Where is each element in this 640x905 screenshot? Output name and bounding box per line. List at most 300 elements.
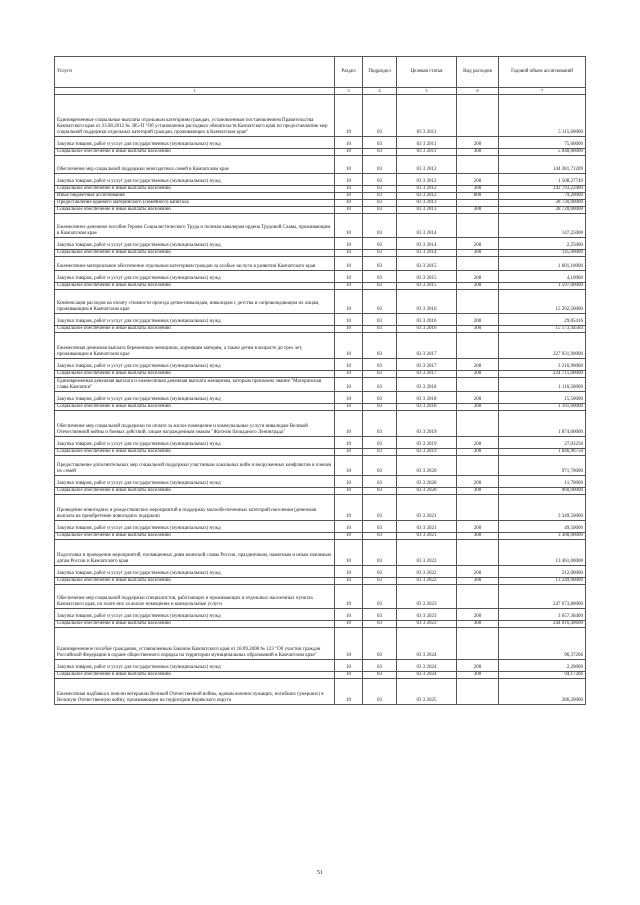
row-amount: 75,60000: [499, 137, 586, 149]
table-row: [55, 456, 586, 476]
row-amount: 224 715,00000: [499, 371, 586, 378]
row-amount: 3 657,30400: [499, 609, 586, 621]
row-name: Социальное обеспечение и иные выплаты населению: [55, 250, 335, 257]
row-section: 10: [335, 200, 363, 207]
table-row: [55, 495, 586, 521]
row-name: Обеспечение мер социальной поддержки специалистов, работающих и проживающих в отдельных населенных пунктах Камчатского края, по плате них за жилое помещение и коммунальные услуги: [55, 585, 335, 609]
row-section: 10: [335, 540, 363, 566]
table-row: [55, 290, 586, 314]
row-section: 10: [335, 283, 363, 290]
page-number: 51: [317, 870, 323, 876]
row-expense-type: [457, 257, 499, 271]
table-header-row: [55, 57, 586, 88]
row-subsection: 03: [363, 271, 397, 283]
table-row: [55, 200, 586, 207]
row-section: 10: [335, 495, 363, 521]
row-section: 10: [335, 186, 363, 193]
row-subsection: 03: [363, 672, 397, 679]
column-number: 3: [335, 88, 363, 95]
row-amount: 2,25000: [499, 238, 586, 250]
row-section: 10: [335, 95, 363, 137]
row-expense-type: 300: [457, 186, 499, 193]
table-row: [55, 585, 586, 609]
row-section: 10: [335, 609, 363, 621]
table-row: [55, 238, 586, 250]
row-expense-type: 200: [457, 271, 499, 283]
row-expense-type: 300: [457, 250, 499, 257]
table-row: [55, 621, 586, 628]
table-row: [55, 566, 586, 578]
header-annual-amount: Годовой объем ассигнований: [499, 57, 586, 88]
row-section: 10: [335, 314, 363, 326]
row-subsection: 03: [363, 359, 397, 371]
budget-table: [54, 56, 586, 705]
row-target-article: 03 3 2012: [397, 156, 457, 174]
row-subsection: 03: [363, 476, 397, 488]
row-amount: 1 116,50000: [499, 378, 586, 392]
row-amount: 247 673,80000: [499, 585, 586, 609]
row-subsection: 03: [363, 174, 397, 186]
row-expense-type: 200: [457, 174, 499, 186]
row-name: Социальное обеспечение и иные выплаты населению: [55, 207, 335, 214]
row-amount: 144 381,71209: [499, 156, 586, 174]
table-row: [55, 449, 586, 456]
row-name: Социальное обеспечение и иные выплаты населению: [55, 371, 335, 378]
column-number-row: [55, 88, 586, 95]
row-expense-type: 200: [457, 660, 499, 672]
row-target-article: 03 3 2017: [397, 359, 457, 371]
row-name: Социальное обеспечение и иные выплаты населению: [55, 578, 335, 585]
row-target-article: 03 3 2017: [397, 333, 457, 359]
row-name: Закупка товаров, работ и услуг для государственных (муниципальных) нужд: [55, 392, 335, 404]
table-row: [55, 476, 586, 488]
row-subsection: 03: [363, 149, 397, 156]
row-subsection: 03: [363, 566, 397, 578]
row-section: 10: [335, 449, 363, 456]
table-row: [55, 207, 586, 214]
table-row: [55, 488, 586, 495]
row-name: Ежемесячное материальное обеспечение отдельным категориям граждан за особые заслуги в развитии Камчатского края: [55, 257, 335, 271]
row-expense-type: [457, 378, 499, 392]
row-subsection: 03: [363, 660, 397, 672]
row-amount: 49,50000: [499, 521, 586, 533]
row-name: Проведение новогодних и рождественских мероприятий в поддержку малообеспеченных категорий населения (денежная выплата на приобретение новогодних подарков): [55, 495, 335, 521]
row-name: Закупка товаров, работ и услуг для государственных (муниципальных) нужд: [55, 566, 335, 578]
row-target-article: 03 3 2012: [397, 186, 457, 193]
row-amount: 1 597,00000: [499, 283, 586, 290]
row-target-article: 03 3 2022: [397, 540, 457, 566]
row-subsection: 03: [363, 392, 397, 404]
row-subsection: 03: [363, 621, 397, 628]
table-row: [55, 437, 586, 449]
row-subsection: 03: [363, 609, 397, 621]
row-section: 10: [335, 621, 363, 628]
row-target-article: 03 3 2022: [397, 578, 457, 585]
row-amount: 4,10000: [499, 271, 586, 283]
row-amount: 147,25000: [499, 214, 586, 238]
table-row: [55, 333, 586, 359]
row-amount: 1 874,00000: [499, 411, 586, 437]
row-name: Закупка товаров, работ и услуг для государственных (муниципальных) нужд: [55, 238, 335, 250]
row-subsection: 03: [363, 488, 397, 495]
row-expense-type: [457, 95, 499, 137]
row-name: Закупка товаров, работ и услуг для государственных (муниципальных) нужд: [55, 174, 335, 186]
row-subsection: 03: [363, 585, 397, 609]
table-row: [55, 283, 586, 290]
row-target-article: 03 3 2012: [397, 193, 457, 200]
row-amount: 5 115,60000: [499, 95, 586, 137]
row-amount: 212,00000: [499, 566, 586, 578]
row-subsection: 03: [363, 495, 397, 521]
table-row: [55, 378, 586, 392]
row-subsection: 03: [363, 238, 397, 250]
table-row: [55, 679, 586, 705]
row-expense-type: 200: [457, 359, 499, 371]
row-name: Социальное обеспечение и иные выплаты населению: [55, 283, 335, 290]
row-section: 10: [335, 476, 363, 488]
row-section: 10: [335, 359, 363, 371]
row-name: Социальное обеспечение и иные выплаты населению: [55, 186, 335, 193]
row-section: 10: [335, 257, 363, 271]
row-expense-type: [457, 495, 499, 521]
row-subsection: 03: [363, 326, 397, 333]
row-name: Ежемесячная денежная выплата беременным женщинам, кормящим матерям, а также детям в возрасте до трех лет, проживающим в Камчатском крае: [55, 333, 335, 359]
row-target-article: 03 3 2022: [397, 566, 457, 578]
row-section: 10: [335, 290, 363, 314]
row-target-article: 03 3 2019: [397, 449, 457, 456]
row-expense-type: 200: [457, 609, 499, 621]
row-name: Обеспечение мер социальной поддержки многодетных семей в Камчатском крае: [55, 156, 335, 174]
row-name: Предоставление дополнительных мер социальной поддержки участникам локальных войн и вооруженных конфликтов и членам их семей: [55, 456, 335, 476]
row-name: Закупка товаров, работ и услуг для государственных (муниципальных) нужд: [55, 359, 335, 371]
row-subsection: 03: [363, 257, 397, 271]
row-target-article: 03 3 2018: [397, 404, 457, 411]
row-expense-type: 300: [457, 283, 499, 290]
row-expense-type: 200: [457, 566, 499, 578]
row-target-article: 03 3 2024: [397, 628, 457, 660]
row-expense-type: 200: [457, 437, 499, 449]
row-section: 10: [335, 660, 363, 672]
row-amount: 11,70000: [499, 476, 586, 488]
row-target-article: 03 3 2019: [397, 437, 457, 449]
row-amount: 13 249,00000: [499, 578, 586, 585]
row-name: Социальное обеспечение и иные выплаты населению: [55, 326, 335, 333]
row-amount: 3 216,90000: [499, 359, 586, 371]
row-section: 10: [335, 411, 363, 437]
row-name: Закупка товаров, работ и услуг для государственных (муниципальных) нужд: [55, 137, 335, 149]
row-name: Социальное обеспечение и иные выплаты населению: [55, 533, 335, 540]
row-name: Социальное обеспечение и иные выплаты населению: [55, 488, 335, 495]
row-amount: 1 101,00000: [499, 404, 586, 411]
row-target-article: 03 3 2018: [397, 392, 457, 404]
table-row: [55, 392, 586, 404]
row-name: Единовременная денежная выплата и ежемесячная денежная выплата женщинам, которым присвоено звание "Материнская слава Камчатки": [55, 378, 335, 392]
row-target-article: 03 3 2020: [397, 456, 457, 476]
row-amount: 142 793,23460: [499, 186, 586, 193]
row-expense-type: 300: [457, 578, 499, 585]
row-name: Компенсация расходов на оплату стоимости проезда детям-инвалидам, инвалидам с детства и сопровождающим их лицам, проживающим в Камчатском крае: [55, 290, 335, 314]
table-row: [55, 271, 586, 283]
row-target-article: 03 3 2015: [397, 257, 457, 271]
row-expense-type: [457, 628, 499, 660]
row-subsection: 03: [363, 449, 397, 456]
row-target-article: 03 3 2021: [397, 533, 457, 540]
row-subsection: 03: [363, 207, 397, 214]
row-target-article: 03 3 2020: [397, 488, 457, 495]
row-amount: 3 349,50000: [499, 495, 586, 521]
row-expense-type: 300: [457, 488, 499, 495]
row-amount: 227 931,90000: [499, 333, 586, 359]
row-section: 10: [335, 378, 363, 392]
header-subsection: Подраздел: [363, 57, 397, 88]
row-expense-type: 300: [457, 449, 499, 456]
table-row: [55, 257, 586, 271]
row-section: 10: [335, 392, 363, 404]
row-amount: 15 202,50000: [499, 290, 586, 314]
row-subsection: 03: [363, 521, 397, 533]
table-row: [55, 521, 586, 533]
table-row: [55, 314, 586, 326]
column-number: 7: [499, 88, 586, 95]
table-row: [55, 404, 586, 411]
row-expense-type: [457, 290, 499, 314]
row-section: 10: [335, 333, 363, 359]
row-section: 10: [335, 214, 363, 238]
row-expense-type: [457, 456, 499, 476]
row-subsection: 03: [363, 137, 397, 149]
row-target-article: 03 3 2011: [397, 149, 457, 156]
row-target-article: 03 3 2024: [397, 660, 457, 672]
row-expense-type: 300: [457, 149, 499, 156]
row-name: Иные бюджетные ассигнования: [55, 193, 335, 200]
table-row: [55, 156, 586, 174]
table-row: [55, 578, 586, 585]
row-expense-type: 300: [457, 672, 499, 679]
row-amount: 79,20000: [499, 193, 586, 200]
row-expense-type: [457, 200, 499, 207]
row-expense-type: [457, 585, 499, 609]
row-name: Предоставление краевого материнского (семейного) капитала: [55, 200, 335, 207]
row-name: Закупка товаров, работ и услуг для государственных (муниципальных) нужд: [55, 271, 335, 283]
row-subsection: 03: [363, 437, 397, 449]
column-number: 6: [457, 88, 499, 95]
table-row: [55, 174, 586, 186]
row-expense-type: [457, 156, 499, 174]
row-expense-type: 300: [457, 207, 499, 214]
row-section: 10: [335, 149, 363, 156]
row-amount: 96,37266: [499, 628, 586, 660]
row-subsection: 03: [363, 404, 397, 411]
row-expense-type: [457, 333, 499, 359]
row-amount: 2,20000: [499, 660, 586, 672]
row-target-article: 03 3 2013: [397, 207, 457, 214]
row-name: Единовременное пособие гражданам, установленным Законом Камчатского края от 18.09.2008 № 123 "Об участии граждан Российской Федерации в охране общественного порядка на территории муниципальных образований в Камчатском крае": [55, 628, 335, 660]
row-subsection: 03: [363, 378, 397, 392]
row-expense-type: 200: [457, 314, 499, 326]
column-number: 5: [397, 88, 457, 95]
row-amount: 28 720,00000: [499, 200, 586, 207]
header-name: Услуги: [55, 57, 335, 88]
row-name: Закупка товаров, работ и услуг для государственных (муниципальных) нужд: [55, 609, 335, 621]
row-amount: 29,05416: [499, 314, 586, 326]
row-subsection: 03: [363, 533, 397, 540]
row-amount: 1 601,10000: [499, 257, 586, 271]
header-target-article: Целевая статья: [397, 57, 457, 88]
row-section: 10: [335, 628, 363, 660]
row-name: Закупка товаров, работ и услуг для государственных (муниципальных) нужд: [55, 476, 335, 488]
row-subsection: 03: [363, 250, 397, 257]
row-target-article: 03 3 2023: [397, 621, 457, 628]
row-name: Социальное обеспечение и иные выплаты населению: [55, 404, 335, 411]
column-number: 4: [363, 88, 397, 95]
row-amount: 27,03250: [499, 437, 586, 449]
column-number: 1: [55, 88, 335, 95]
row-target-article: 03 3 2018: [397, 378, 457, 392]
table-row: [55, 533, 586, 540]
row-section: 10: [335, 193, 363, 200]
row-target-article: 03 3 2021: [397, 521, 457, 533]
header-section: Раздел: [335, 57, 363, 88]
row-expense-type: 200: [457, 521, 499, 533]
row-name: Закупка товаров, работ и услуг для государственных (муниципальных) нужд: [55, 521, 335, 533]
table-row: [55, 326, 586, 333]
row-name: Социальное обеспечение и иные выплаты населению: [55, 149, 335, 156]
row-subsection: 03: [363, 193, 397, 200]
row-target-article: 03 3 2017: [397, 371, 457, 378]
row-amount: 3 300,00000: [499, 533, 586, 540]
row-section: 10: [335, 326, 363, 333]
row-subsection: 03: [363, 95, 397, 137]
row-subsection: 03: [363, 283, 397, 290]
row-target-article: 03 3 2023: [397, 585, 457, 609]
row-name: Единовременные социальные выплаты отдельным категориям граждан, установленным постановлением Правительства Камчатского края от 23.08.2012 № 385-П "Об установлении расходных обязательств Камчатского края по предоставлению мер социальной поддержки отдельных категорий граждан, проживающих в Камчатском крае": [55, 95, 335, 137]
row-expense-type: 300: [457, 371, 499, 378]
table-row: [55, 95, 586, 137]
row-section: 10: [335, 672, 363, 679]
table-row: [55, 672, 586, 679]
table-row: [55, 137, 586, 149]
row-name: Закупка товаров, работ и услуг для государственных (муниципальных) нужд: [55, 314, 335, 326]
row-name: Обеспечение мер социальной поддержки по оплате за жилое помещение и коммунальные услуги инвалидам Великой Отечественной войны и боевых действий, лицам награжденным знаком "Жителю блокадного Ленинграда": [55, 411, 335, 437]
table-row: [55, 540, 586, 566]
row-target-article: 03 3 2011: [397, 137, 457, 149]
row-name: Ежемесячная надбавка к пенсии ветеранам Великой Отечественной войны, вдовам военнослужащих, погибших (умерших) в Великую Отечественную войну, проживающим на территории Корякского округа: [55, 679, 335, 705]
row-target-article: 03 3 2024: [397, 672, 457, 679]
row-section: 10: [335, 271, 363, 283]
row-section: 10: [335, 174, 363, 186]
row-subsection: 03: [363, 200, 397, 207]
row-subsection: 03: [363, 333, 397, 359]
row-section: 10: [335, 137, 363, 149]
row-amount: 1 846,96750: [499, 449, 586, 456]
row-target-article: 03 3 2019: [397, 411, 457, 437]
row-target-article: 03 3 2014: [397, 238, 457, 250]
row-target-article: 03 3 2015: [397, 271, 457, 283]
row-section: 10: [335, 533, 363, 540]
row-section: 10: [335, 371, 363, 378]
row-section: 10: [335, 488, 363, 495]
table-row: [55, 250, 586, 257]
row-name: Закупка товаров, работ и услуг для государственных (муниципальных) нужд: [55, 437, 335, 449]
row-expense-type: 300: [457, 621, 499, 628]
row-section: 10: [335, 566, 363, 578]
row-amount: 28 720,00000: [499, 207, 586, 214]
row-expense-type: 200: [457, 238, 499, 250]
row-section: 10: [335, 250, 363, 257]
row-section: 10: [335, 679, 363, 705]
row-amount: 145,00000: [499, 250, 586, 257]
table-row: [55, 186, 586, 193]
row-amount: 5 040,00000: [499, 149, 586, 156]
row-amount: 244 016,49600: [499, 621, 586, 628]
row-amount: 1 508,27749: [499, 174, 586, 186]
row-target-article: 03 3 2011: [397, 95, 457, 137]
row-amount: 971,70000: [499, 456, 586, 476]
row-target-article: 03 3 2016: [397, 314, 457, 326]
row-section: 10: [335, 238, 363, 250]
row-section: 10: [335, 578, 363, 585]
row-section: 10: [335, 404, 363, 411]
row-target-article: 03 3 2012: [397, 174, 457, 186]
header-expense-type: Вид расходов: [457, 57, 499, 88]
row-section: 10: [335, 437, 363, 449]
row-expense-type: [457, 679, 499, 705]
row-amount: 15 173,44584: [499, 326, 586, 333]
row-subsection: 03: [363, 540, 397, 566]
row-target-article: 03 3 2014: [397, 214, 457, 238]
table-row: [55, 214, 586, 238]
row-expense-type: 200: [457, 392, 499, 404]
table-body: [55, 95, 586, 705]
row-expense-type: 800: [457, 193, 499, 200]
row-subsection: 03: [363, 156, 397, 174]
row-subsection: 03: [363, 371, 397, 378]
row-name: Закупка товаров, работ и услуг для государственных (муниципальных) нужд: [55, 660, 335, 672]
table-row: [55, 359, 586, 371]
row-subsection: 03: [363, 290, 397, 314]
row-expense-type: 200: [457, 137, 499, 149]
table-row: [55, 149, 586, 156]
table-row: [55, 411, 586, 437]
row-target-article: 03 3 2021: [397, 495, 457, 521]
row-subsection: 03: [363, 314, 397, 326]
row-amount: 960,00000: [499, 488, 586, 495]
row-subsection: 03: [363, 578, 397, 585]
table-row: [55, 660, 586, 672]
row-target-article: 03 3 2023: [397, 609, 457, 621]
row-name: Социальное обеспечение и иные выплаты населению: [55, 621, 335, 628]
row-subsection: 03: [363, 186, 397, 193]
row-amount: 286,20000: [499, 679, 586, 705]
table-row: [55, 193, 586, 200]
row-target-article: 03 3 2014: [397, 250, 457, 257]
table-row: [55, 628, 586, 660]
row-section: 10: [335, 521, 363, 533]
row-expense-type: [457, 540, 499, 566]
table-row: [55, 371, 586, 378]
row-section: 10: [335, 456, 363, 476]
row-amount: 13 461,00000: [499, 540, 586, 566]
table-row: [55, 609, 586, 621]
row-name: Социальное обеспечение и иные выплаты населению: [55, 672, 335, 679]
row-subsection: 03: [363, 679, 397, 705]
row-expense-type: 300: [457, 326, 499, 333]
row-amount: 15,50000: [499, 392, 586, 404]
row-name: Ежемесячное денежное пособие Героям Социалистического Труда и полным кавалерам ордена Трудовой Славы, проживающим в Камчатском крае: [55, 214, 335, 238]
row-expense-type: 200: [457, 476, 499, 488]
row-subsection: 03: [363, 456, 397, 476]
row-expense-type: [457, 411, 499, 437]
